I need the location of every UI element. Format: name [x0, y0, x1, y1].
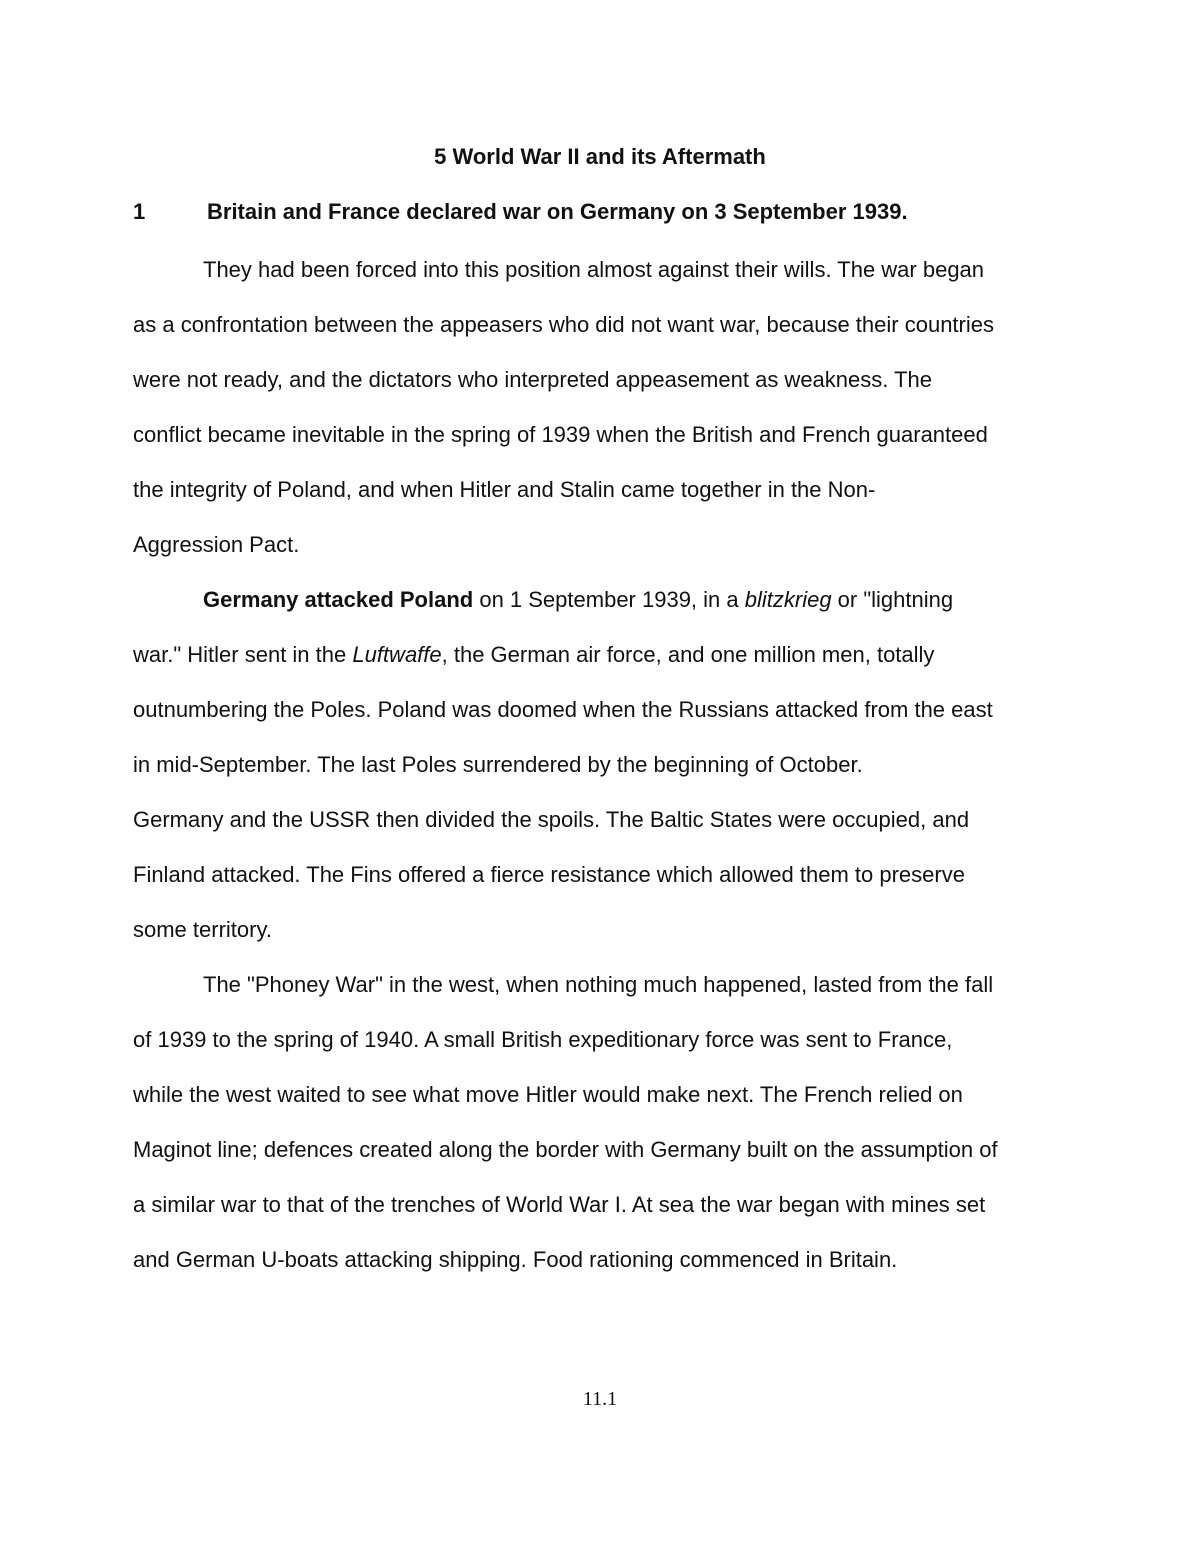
paragraph-line: Maginot line; defences created along the border with Germany built on the assumption of — [133, 1137, 998, 1162]
paragraph-line: the integrity of Poland, and when Hitler and Stalin came together in the Non- — [133, 477, 876, 502]
paragraph-line: as a confrontation between the appeasers who did not want war, because their countries — [133, 312, 994, 337]
paragraph-line — [133, 627, 1068, 682]
section-number: 1 — [133, 199, 146, 224]
paragraph-1 — [133, 242, 1068, 572]
paragraph-line: in mid-September. The last Poles surrendered by the beginning of October. — [133, 752, 863, 777]
paragraph-line: conflict became inevitable in the spring of 1939 when the British and French guaranteed — [133, 422, 988, 447]
paragraph-2 — [133, 572, 1068, 957]
paragraph-line: and German U-boats attacking shipping. Food rationing commenced in Britain. — [133, 1247, 898, 1272]
text-run: , the German air force, and one million men, totally — [441, 642, 935, 667]
text-run: or "lightning — [831, 587, 954, 612]
paragraph-3 — [133, 957, 1068, 1287]
italic-term: blitzkrieg — [744, 587, 832, 612]
paragraph-line: Aggression Pact. — [133, 532, 300, 557]
section-heading-text: Britain and France declared war on Germany on 3 September 1939. — [207, 199, 908, 224]
paragraph-line: Germany and the USSR then divided the spoils. The Baltic States were occupied, and — [133, 807, 970, 832]
italic-term: Luftwaffe — [352, 642, 442, 667]
page-number: 11.1 — [582, 1388, 618, 1410]
text-run: war." Hitler sent in the — [133, 642, 353, 667]
paragraph-line: of 1939 to the spring of 1940. A small British expeditionary force was sent to France, — [133, 1027, 953, 1052]
paragraph-line: were not ready, and the dictators who interpreted appeasement as weakness. The — [133, 367, 932, 392]
paragraph-line: Finland attacked. The Fins offered a fierce resistance which allowed them to preserve — [133, 862, 965, 887]
paragraph-line: The "Phoney War" in the west, when nothing much happened, lasted from the fall — [203, 972, 994, 997]
paragraph-line: outnumbering the Poles. Poland was doomed when the Russians attacked from the east — [133, 697, 993, 722]
text-run: on 1 September 1939, in a — [473, 587, 745, 612]
bold-lead: Germany attacked Poland — [203, 587, 474, 612]
paragraph-line: while the west waited to see what move Hitler would make next. The French relied on — [133, 1082, 963, 1107]
paragraph-line: a similar war to that of the trenches of World War I. At sea the war began with mines set — [133, 1192, 986, 1217]
paragraph-line — [133, 572, 1068, 627]
paragraph-line: some territory. — [133, 917, 272, 942]
chapter-title: 5 World War II and its Aftermath — [434, 144, 766, 169]
paragraph-line: They had been forced into this position almost against their wills. The war began — [203, 257, 985, 282]
section-heading — [133, 199, 1073, 225]
